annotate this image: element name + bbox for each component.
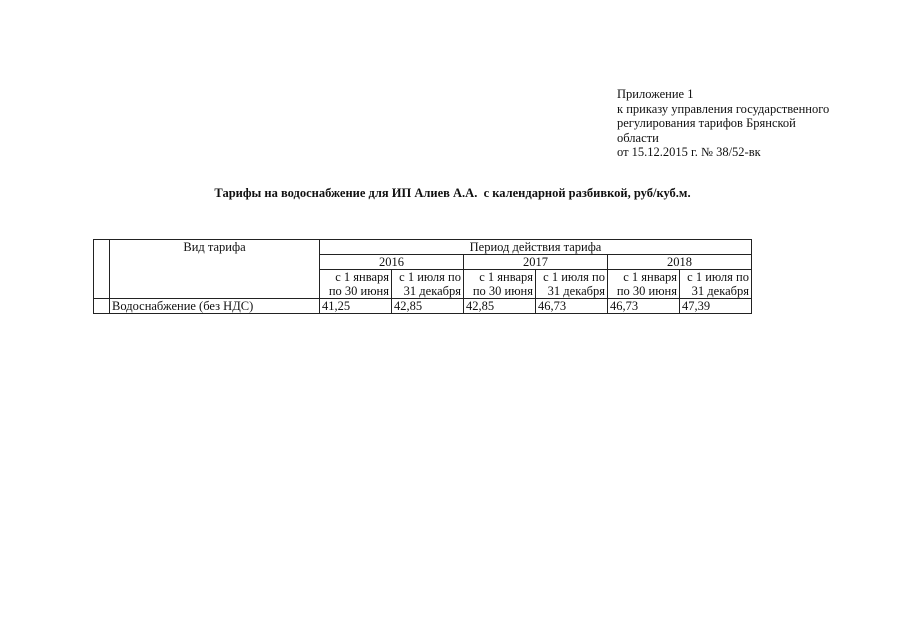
period-header-cell xyxy=(608,270,680,299)
period-line: по 30 июня xyxy=(328,284,389,298)
period-header-cell xyxy=(392,270,464,299)
tariff-value-cell: 42,85 xyxy=(392,299,464,314)
appendix-line: Приложение 1 xyxy=(617,87,694,101)
row-number-cell xyxy=(94,299,110,314)
number-header-cell xyxy=(94,240,110,299)
period-header-cell xyxy=(680,270,752,299)
period-line: по 30 июня xyxy=(616,284,677,298)
year-header-2018: 2018 xyxy=(608,255,752,270)
appendix-line: области xyxy=(617,130,659,145)
period-line: с 1 июля по xyxy=(399,270,461,284)
tariff-name-cell: Водоснабжение (без НДС) xyxy=(110,299,320,314)
year-header-2017: 2017 xyxy=(464,255,608,270)
period-line: с 1 июля по xyxy=(687,270,749,284)
appendix-line: регулирования тарифов Брянской xyxy=(617,116,796,130)
period-header-cell xyxy=(464,270,536,299)
period-line: с 1 января xyxy=(335,270,389,284)
period-header: Период действия тарифа xyxy=(320,240,752,255)
appendix-block xyxy=(617,87,829,160)
tariff-value-cell: 42,85 xyxy=(464,299,536,314)
period-line: с 1 января xyxy=(623,270,677,284)
tariff-value-cell: 47,39 xyxy=(680,299,752,314)
period-line: с 1 июля по xyxy=(543,270,605,284)
period-line: 31 декабря xyxy=(403,284,461,298)
table-row xyxy=(94,299,752,314)
period-line: 31 декабря xyxy=(547,284,605,298)
period-header-cell xyxy=(320,270,392,299)
period-header-cell xyxy=(536,270,608,299)
tariff-table xyxy=(93,239,752,314)
appendix-line: от 15.12.2015 г. № 38/52-вк xyxy=(617,145,761,159)
header-row xyxy=(94,240,752,255)
period-line: по 30 июня xyxy=(472,284,533,298)
year-header-2016: 2016 xyxy=(320,255,464,270)
tariff-type-header: Вид тарифа xyxy=(110,240,320,299)
tariff-value-cell: 46,73 xyxy=(536,299,608,314)
tariff-value-cell: 46,73 xyxy=(608,299,680,314)
period-line: 31 декабря xyxy=(691,284,749,298)
document-title: Тарифы на водоснабжение для ИП Алиев А.А. с календарной разбивкой, руб/куб.м. xyxy=(214,186,691,200)
period-line: с 1 января xyxy=(479,270,533,284)
appendix-line: к приказу управления государственного xyxy=(617,101,830,116)
tariff-value-cell: 41,25 xyxy=(320,299,392,314)
